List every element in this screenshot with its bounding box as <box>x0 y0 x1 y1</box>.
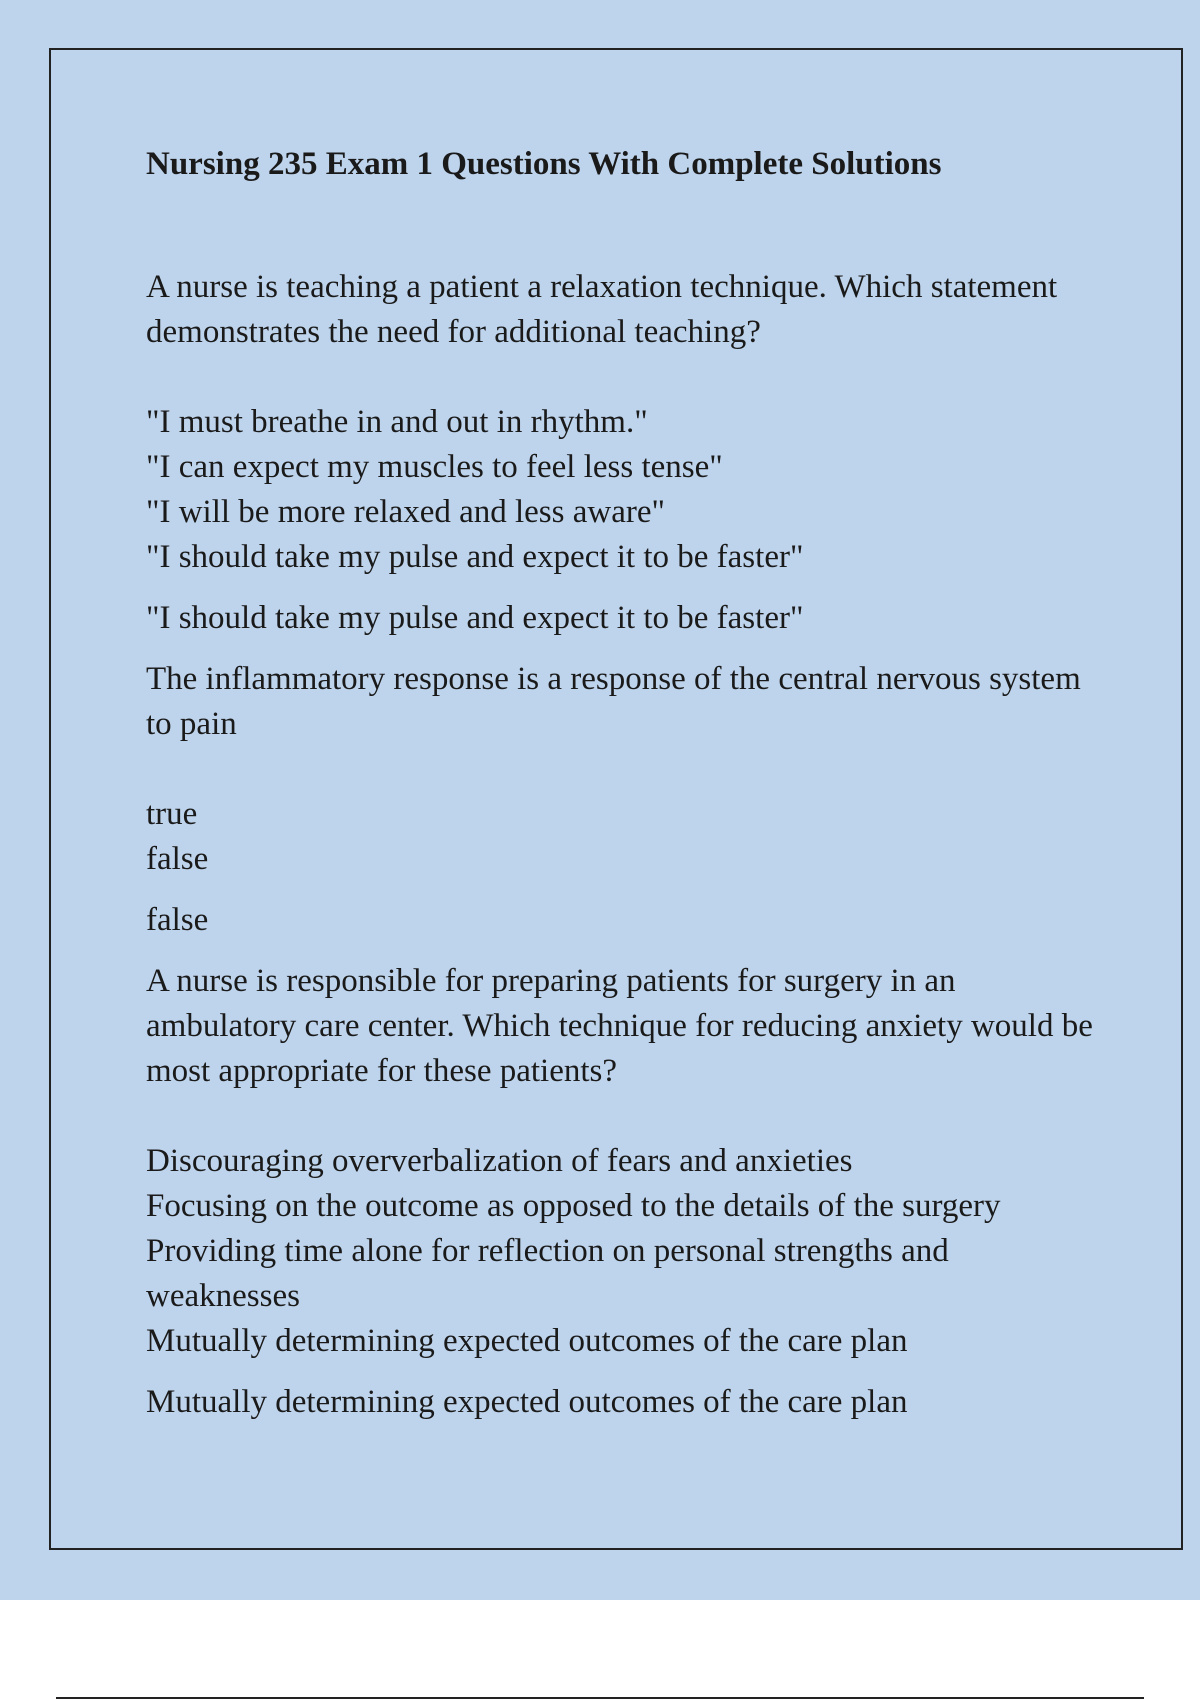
option-item: "I can expect my muscles to feel less tense" <box>146 449 723 485</box>
question-block-3 <box>146 959 1106 1425</box>
option-item: "I will be more relaxed and less aware" <box>146 494 665 530</box>
option-item: "I must breathe in and out in rhythm." <box>146 404 648 440</box>
answer-text: false <box>146 902 209 938</box>
option-item: true <box>146 796 198 832</box>
document-title: Nursing 235 Exam 1 Questions With Complete Solutions <box>146 146 942 182</box>
option-item: Focusing on the outcome as opposed to the details of the surgery <box>146 1188 1001 1224</box>
option-item: "I should take my pulse and expect it to be faster" <box>146 539 804 575</box>
option-item: Providing time alone for reflection on personal strengths and weaknesses <box>146 1233 949 1314</box>
question-prompt: The inflammatory response is a response of the central nervous system to pain <box>146 661 1081 742</box>
options-list <box>146 792 1106 882</box>
answer-text: Mutually determining expected outcomes of the care plan <box>146 1384 908 1420</box>
document-content <box>146 142 1106 1441</box>
footer-divider <box>56 1697 1144 1699</box>
options-list <box>146 400 1106 580</box>
answer-text: "I should take my pulse and expect it to be faster" <box>146 600 804 636</box>
option-item: Discouraging oververbalization of fears and anxieties <box>146 1143 853 1179</box>
question-block-1 <box>146 265 1106 641</box>
option-item: Mutually determining expected outcomes of the care plan <box>146 1323 908 1359</box>
option-item: false <box>146 841 209 877</box>
options-list <box>146 1139 1106 1364</box>
question-block-2 <box>146 657 1106 943</box>
question-prompt: A nurse is teaching a patient a relaxation technique. Which statement demonstrates the need for additional teaching? <box>146 269 1058 350</box>
question-prompt: A nurse is responsible for preparing patients for surgery in an ambulatory care center. Which technique for reducing anxiety would be most appropriate for these patients? <box>146 963 1093 1089</box>
